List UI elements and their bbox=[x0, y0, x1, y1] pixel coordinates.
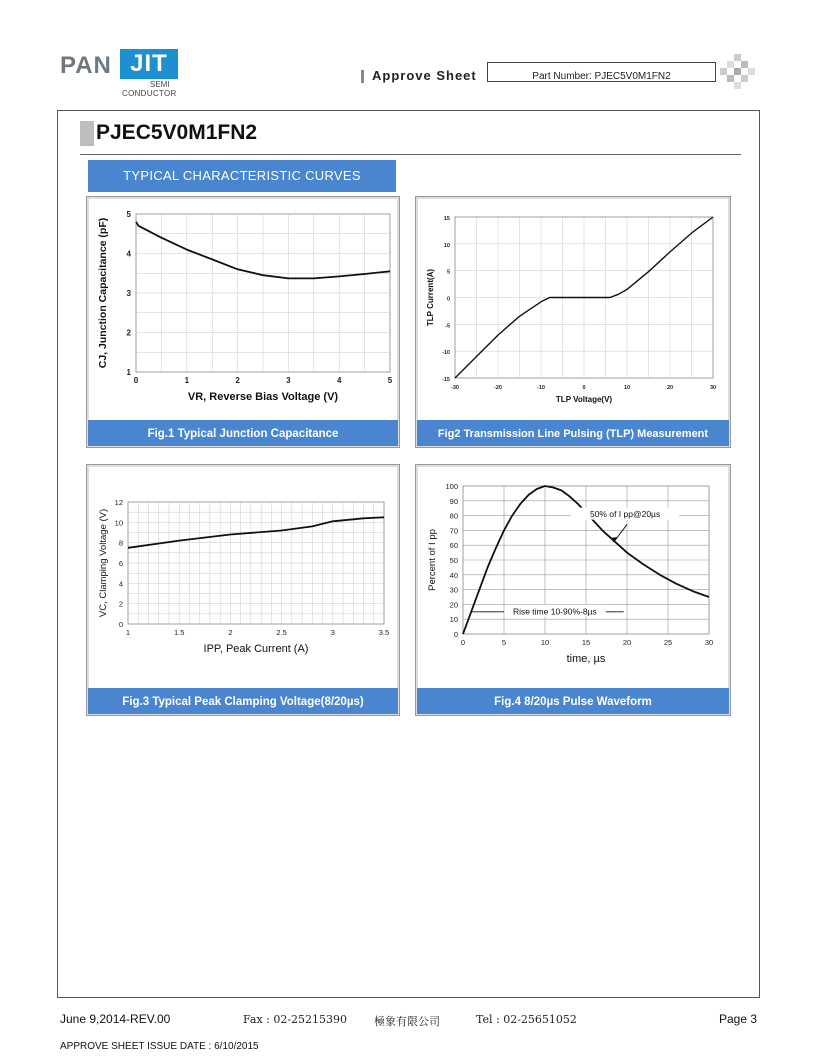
y-tick-label: 70 bbox=[449, 526, 458, 536]
y-tick-label: 90 bbox=[449, 496, 458, 506]
x-tick-label: 25 bbox=[663, 638, 673, 647]
x-tick-label: 2 bbox=[228, 628, 233, 637]
y-tick-label: 12 bbox=[114, 498, 123, 507]
y-tick-label: 15 bbox=[443, 216, 450, 222]
y-tick-label: 10 bbox=[443, 242, 450, 249]
y-tick-label: 50 bbox=[449, 556, 458, 565]
y-tick-label: 1 bbox=[126, 368, 131, 377]
x-tick-label: 2 bbox=[235, 376, 240, 385]
x-tick-label: 0 bbox=[133, 376, 139, 385]
x-axis-label: IPP, Peak Current (A) bbox=[203, 643, 309, 655]
logo-pan: PAN bbox=[60, 52, 112, 79]
footer-issue-date: APPROVE SHEET ISSUE DATE : 6/10/2015 bbox=[60, 1041, 259, 1052]
footer-fax: Fax : 02-25215390 bbox=[243, 1013, 348, 1026]
title-divider bbox=[80, 154, 741, 155]
x-tick-label: 10 bbox=[540, 638, 550, 647]
x-tick-label: -10 bbox=[537, 385, 545, 391]
y-axis-label: TLP Current(A) bbox=[426, 268, 435, 327]
figure-caption-2: Fig2 Transmission Line Pulsing (TLP) Measurement bbox=[417, 420, 729, 446]
y-tick-label: 6 bbox=[118, 559, 123, 568]
x-axis-label: time, µs bbox=[566, 653, 606, 665]
x-axis-label: VR, Reverse Bias Voltage (V) bbox=[187, 391, 339, 403]
x-tick-label: 20 bbox=[666, 385, 674, 391]
x-tick-label: 20 bbox=[622, 638, 632, 647]
page-title: PJEC5V0M1FN2 bbox=[96, 121, 258, 144]
x-tick-label: 1.5 bbox=[173, 628, 185, 637]
y-tick-label: 40 bbox=[449, 570, 458, 580]
y-tick-label: 5 bbox=[126, 210, 131, 219]
x-axis-label: TLP Voltage(V) bbox=[555, 395, 613, 404]
logo-jit: JIT bbox=[120, 49, 178, 79]
x-tick-label: 1 bbox=[125, 628, 131, 637]
footer-tel: Tel : 02-25651052 bbox=[476, 1013, 577, 1026]
annotation-rise-time: Rise time 10-90%-8µs bbox=[512, 606, 597, 617]
y-tick-label: 10 bbox=[449, 615, 458, 625]
y-tick-label: 0 bbox=[118, 620, 123, 629]
approve-sheet-label: Approve Sheet bbox=[372, 68, 477, 83]
y-tick-label: -15 bbox=[442, 377, 450, 383]
part-number-box: Part Number: PJEC5V0M1FN2 bbox=[487, 62, 716, 82]
chart-pulse-waveform bbox=[419, 468, 727, 686]
y-axis-label: Percent of I pp bbox=[427, 529, 438, 591]
x-tick-label: 3 bbox=[330, 628, 335, 637]
x-tick-label: -20 bbox=[494, 385, 502, 391]
checker-decoration-icon bbox=[720, 54, 760, 90]
x-tick-label: 1 bbox=[184, 376, 190, 385]
x-tick-label: 3 bbox=[286, 376, 291, 385]
y-tick-label: 100 bbox=[445, 482, 458, 491]
footer-company: 極象有限公司 bbox=[374, 1015, 440, 1028]
y-tick-label: 10 bbox=[114, 518, 123, 528]
x-tick-label: 0 bbox=[582, 385, 586, 391]
y-tick-label: 5 bbox=[446, 269, 450, 276]
x-tick-label: 15 bbox=[581, 638, 591, 647]
x-tick-label: 3.5 bbox=[378, 628, 390, 637]
y-tick-label: 4 bbox=[118, 579, 123, 589]
x-tick-label: 2.5 bbox=[276, 628, 287, 637]
y-axis-label: VC, Clamping Voltage (V) bbox=[98, 508, 109, 618]
footer-page: Page 3 bbox=[719, 1012, 758, 1026]
title-marker bbox=[80, 121, 94, 146]
y-tick-label: -5 bbox=[445, 323, 450, 330]
chart-tlp-measurement bbox=[419, 200, 727, 418]
chart-clamping-voltage bbox=[90, 468, 396, 686]
y-tick-label: 30 bbox=[449, 585, 458, 595]
figure-caption-4: Fig.4 8/20µs Pulse Waveform bbox=[417, 688, 729, 714]
y-tick-label: 0 bbox=[446, 296, 450, 303]
x-tick-label: 30 bbox=[704, 638, 714, 647]
section-title: TYPICAL CHARACTERISTIC CURVES bbox=[88, 160, 396, 192]
y-tick-label: 2 bbox=[118, 599, 123, 609]
y-tick-label: 20 bbox=[449, 600, 458, 610]
y-tick-label: 80 bbox=[449, 511, 458, 521]
x-tick-label: -30 bbox=[451, 385, 459, 391]
approve-bar bbox=[361, 70, 364, 83]
x-tick-label: 4 bbox=[336, 376, 342, 385]
footer-date-rev: June 9,2014-REV.00 bbox=[60, 1012, 171, 1026]
chart-junction-capacitance bbox=[90, 200, 396, 418]
y-tick-label: 0 bbox=[453, 630, 458, 639]
y-tick-label: 3 bbox=[126, 289, 131, 298]
y-tick-label: 2 bbox=[126, 328, 131, 338]
figure-caption-3: Fig.3 Typical Peak Clamping Voltage(8/20µs) bbox=[88, 688, 398, 714]
figure-caption-1: Fig.1 Typical Junction Capacitance bbox=[88, 420, 398, 446]
x-tick-label: 5 bbox=[387, 376, 393, 385]
logo-conductor: CONDUCTOR bbox=[122, 89, 177, 98]
x-tick-label: 30 bbox=[709, 385, 717, 391]
x-tick-label: 0 bbox=[460, 638, 466, 647]
annotation-50-percent: 50% of I pp@20µs bbox=[589, 509, 661, 520]
y-tick-label: 8 bbox=[118, 538, 123, 548]
y-tick-label: -10 bbox=[442, 350, 450, 357]
y-tick-label: 60 bbox=[449, 541, 458, 551]
x-tick-label: 5 bbox=[501, 638, 507, 647]
logo-semi: SEMI bbox=[150, 80, 170, 89]
y-tick-label: 4 bbox=[126, 249, 131, 259]
y-axis-label: CJ, Junction Capacitance (pF) bbox=[97, 217, 109, 369]
x-tick-label: 10 bbox=[623, 385, 631, 391]
